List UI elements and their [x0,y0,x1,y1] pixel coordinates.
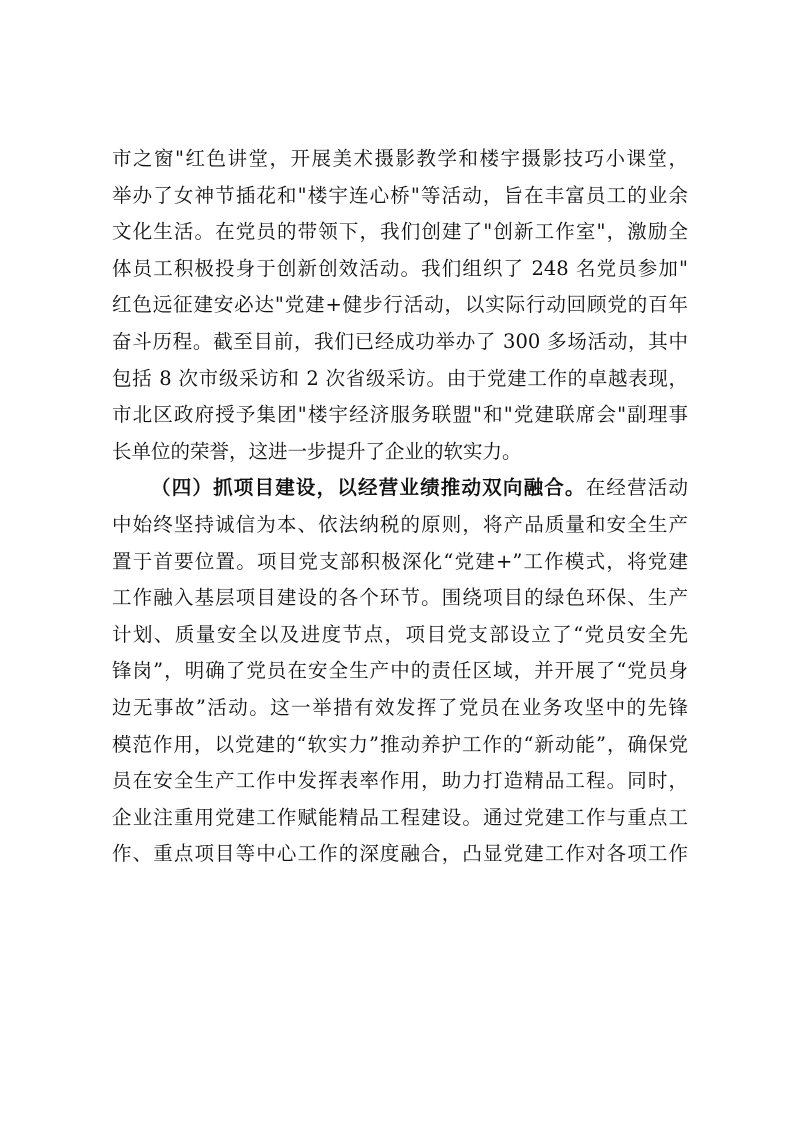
text-line: 体员工积极投身于创新创效活动。我们组织了 248 名党员参加" [112,256,688,280]
text-line: 工作融入基层项目建设的各个环节。围绕项目的绿色环保、生产 [112,586,688,610]
body-text [112,141,688,873]
text-line: 企业注重用党建工作赋能精品工程建设。通过党建工作与重点工 [112,805,688,829]
paragraph-2 [112,470,688,873]
text-line: 长单位的荣誉，这进一步提升了企业的软实力。 [112,439,522,463]
text-line: 锋岗”，明确了党员在安全生产中的责任区域，并开展了“党员身 [112,659,688,683]
text-line: 文化生活。在党员的带领下，我们创建了"创新工作室"，激励全 [112,220,688,244]
text-line: 边无事故”活动。这一举措有效发挥了党员在业务攻坚中的先锋 [112,695,688,719]
section-heading: （四）抓项目建设，以经营业绩推动双向融合。 [151,476,586,500]
text-line: 计划、质量安全以及进度节点，项目党支部设立了“党员安全先 [112,622,688,646]
text-line: 举办了女神节插花和"楼宇连心桥"等活动，旨在丰富员工的业余 [112,183,688,207]
text-line: 红色远征建安必达"党建+健步行活动，以实际行动回顾党的百年 [112,293,688,317]
text-line: 置于首要位置。项目党支部积极深化“党建+”工作模式，将党建 [112,549,688,573]
text-line: 模范作用，以党建的“软实力”推动养护工作的“新动能”，确保党 [112,732,688,756]
paragraph-first-line [112,470,688,507]
text-line: 作、重点项目等中心工作的深度融合，凸显党建工作对各项工作 [112,842,688,866]
paragraph-1 [112,141,688,470]
text-line: 市之窗"红色讲堂，开展美术摄影教学和楼宇摄影技巧小课堂， [112,147,688,170]
heading-line-continuation: 在经营活动 [585,476,688,500]
text-line: 奋斗历程。截至目前，我们已经成功举办了 300 多场活动，其中 [112,329,688,353]
text-line: 中始终坚持诚信为本、依法纳税的原则，将产品质量和安全生产 [112,512,688,536]
text-line: 市北区政府授予集团"楼宇经济服务联盟"和"党建联席会"副理事 [112,403,688,427]
text-line: 包括 8 次市级采访和 2 次省级采访。由于党建工作的卓越表现， [112,366,688,390]
text-line: 员在安全生产工作中发挥表率作用，助力打造精品工程。同时， [112,769,688,793]
